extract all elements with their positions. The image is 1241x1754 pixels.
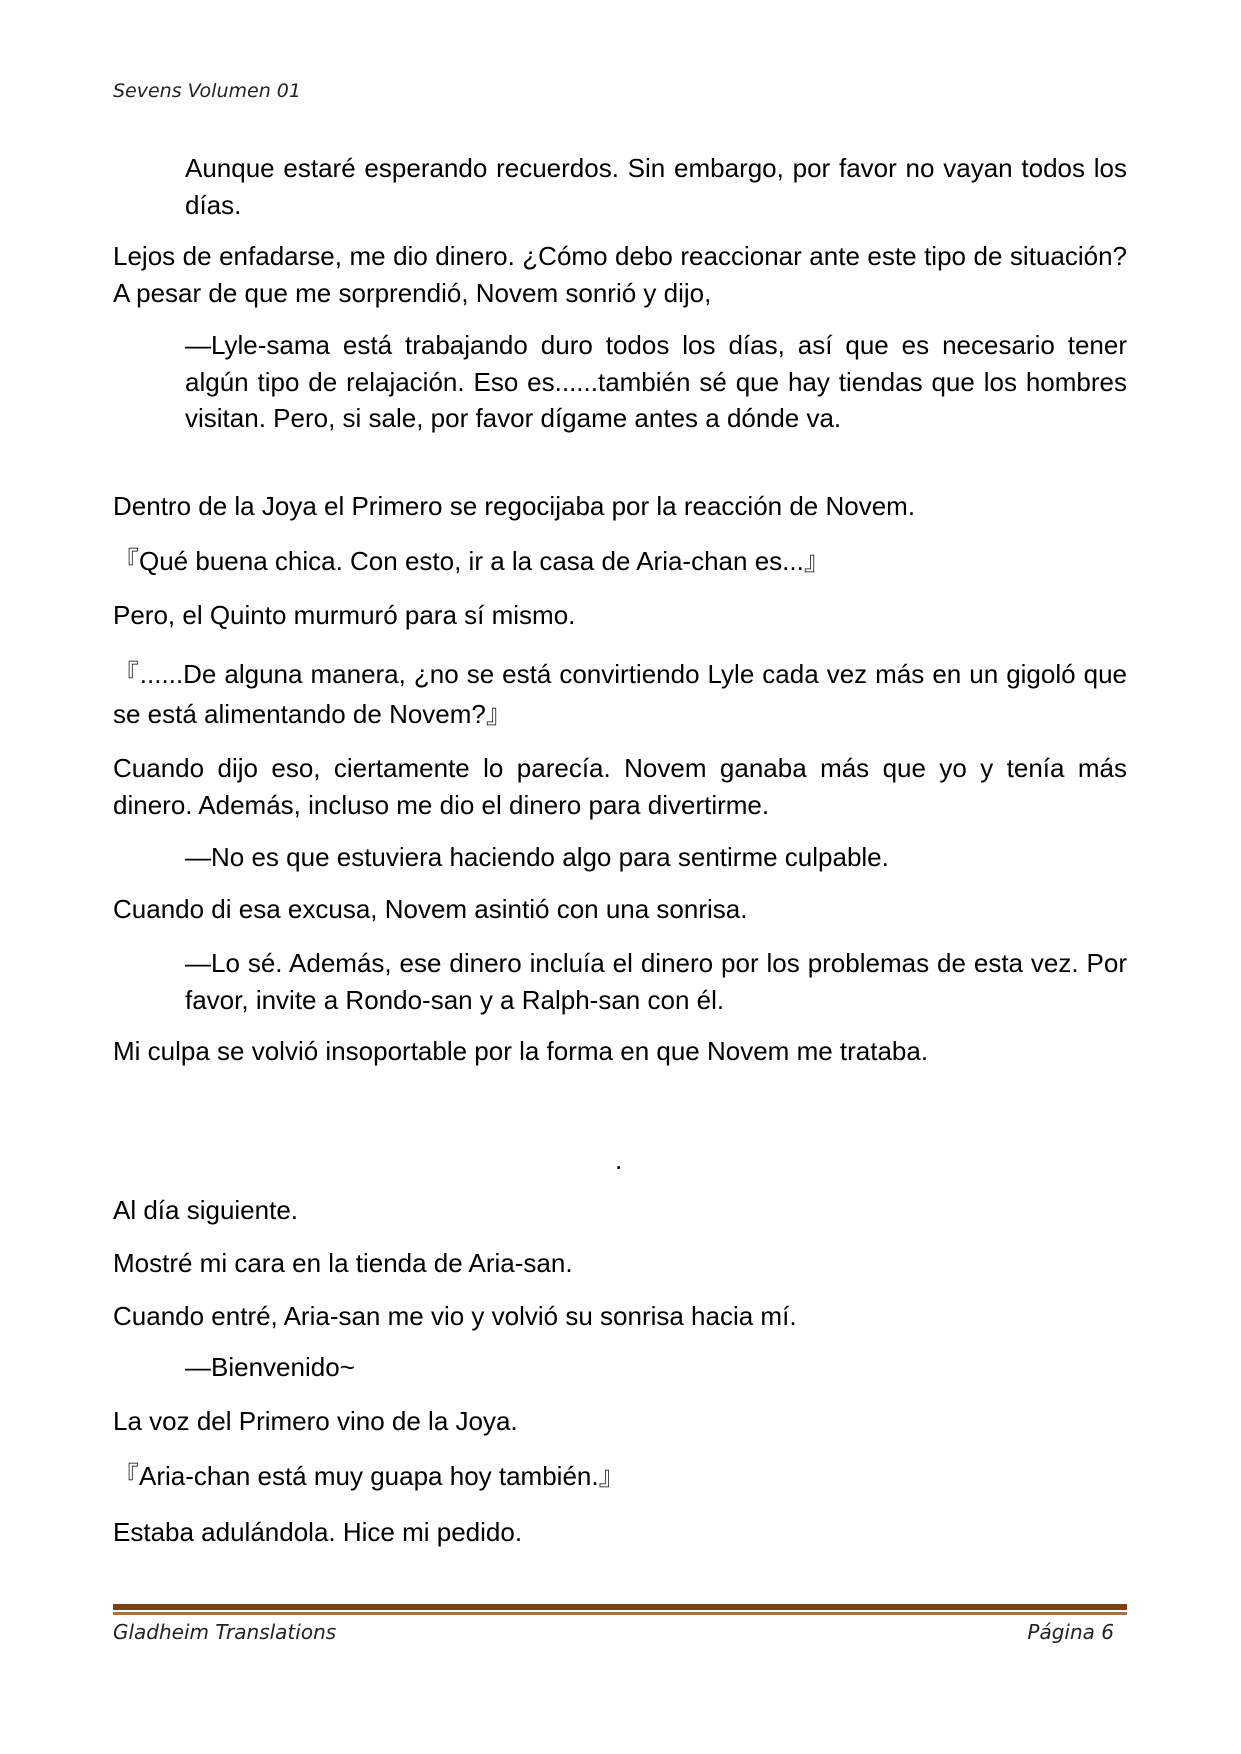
- paragraph: Aunque estaré esperando recuerdos. Sin embargo, por favor no vayan todos los días.: [185, 153, 1127, 220]
- paragraph: Cuando dijo eso, ciertamente lo parecía. Novem ganaba más que yo y tenía más dinero. Además, incluso me dio el dinero para divertirme.: [113, 753, 1127, 820]
- paragraph: Mi culpa se volvió insoportable por la forma en que Novem me trataba.: [113, 1036, 929, 1066]
- paragraph: Estaba adulándola. Hice mi pedido.: [113, 1517, 523, 1547]
- footer-left: Gladheim Translations: [113, 1620, 337, 1644]
- paragraph: Dentro de la Joya el Primero se regocijaba por la reacción de Novem.: [113, 491, 916, 521]
- scene-separator: .: [615, 1145, 623, 1175]
- paragraph: 『Aria-chan está muy guapa hoy también.』: [113, 1461, 625, 1491]
- page-number: Página 6: [1027, 1620, 1114, 1644]
- paragraph: Al día siguiente.: [113, 1195, 299, 1225]
- paragraph: Cuando di esa excusa, Novem asintió con una sonrisa.: [113, 894, 748, 924]
- footer-rule: [113, 1604, 1127, 1612]
- paragraph: —No es que estuviera haciendo algo para sentirme culpable.: [185, 842, 889, 872]
- paragraph: —Lyle-sama está trabajando duro todos los días, así que es necesario tener algún tipo de relajación. Eso es......también sé que hay tiendas que los hombres visitan. Pero, si sale, por favor dígame antes a dónde va.: [185, 330, 1127, 433]
- paragraph: —Lo sé. Además, ese dinero incluía el dinero por los problemas de esta vez. Por favor, invite a Rondo-san y a Ralph-san con él.: [185, 948, 1127, 1015]
- paragraph: 『Qué buena chica. Con esto, ir a la casa de Aria-chan es...』: [113, 546, 830, 576]
- paragraph: 『......De alguna manera, ¿no se está convirtiendo Lyle cada vez más en un gigoló que se está alimentando de Novem?』: [113, 659, 1127, 729]
- paragraph: La voz del Primero vino de la Joya.: [113, 1406, 518, 1436]
- running-header: Sevens Volumen 01: [113, 80, 301, 102]
- paragraph: Lejos de enfadarse, me dio dinero. ¿Cómo debo reaccionar ante este tipo de situación? A pesar de que me sorprendió, Novem sonrió y dijo,: [113, 241, 1127, 308]
- paragraph: Mostré mi cara en la tienda de Aria-san.: [113, 1248, 573, 1278]
- paragraph: Cuando entré, Aria-san me vio y volvió su sonrisa hacia mí.: [113, 1301, 797, 1331]
- paragraph: —Bienvenido~: [185, 1352, 355, 1382]
- paragraph: Pero, el Quinto murmuró para sí mismo.: [113, 600, 576, 630]
